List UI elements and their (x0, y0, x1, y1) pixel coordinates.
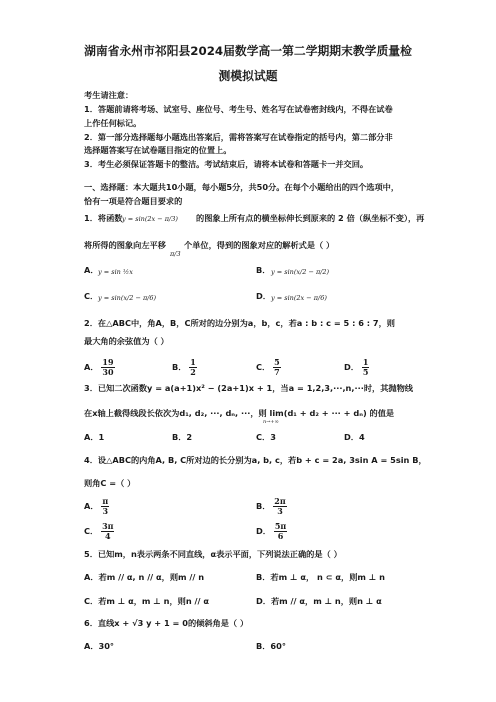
q5-option-a: A．若m // α, n // α，则m // n (84, 572, 205, 582)
q5-line1: 5．已知m，n表示两条不同直线，α表示平面，下列说法正确的是（ ） (84, 549, 342, 559)
q4-option-c-wrap: C． $\frac{3\pi}{4}$ (84, 521, 114, 541)
q2-option-c-wrap: C． $\frac{5}{7}$ (256, 357, 280, 377)
q4-option-b: $\frac{2\pi}{3}$ (274, 496, 286, 516)
q3-option-b: B．2 (172, 432, 193, 442)
section-heading-2: 恰有一项是符合题目要求的 (84, 196, 183, 206)
q1-formula: y = sin(2x − π/3) (122, 215, 178, 223)
q2-line2: 最大角的余弦值为（ ） (84, 336, 169, 346)
q3-option-a: A．1 (84, 432, 105, 442)
q1-option-a: y = sin ½x (98, 268, 133, 276)
q4-option-d: $\frac{5\pi}{6}$ (274, 521, 287, 541)
q1-prefix: 1．将函数 (84, 213, 123, 223)
q2-option-a: $\frac{19}{30}$ (102, 357, 114, 377)
q5-option-c: C．若m ⊥ α，m ⊥ n，则n // α (84, 596, 209, 606)
notice-heading: 考生请注意： (84, 90, 134, 100)
q1-option-c: y = sin(x/2 − π/6) (98, 294, 157, 302)
q4-option-d-wrap: D． $\frac{5\pi}{6}$ (256, 521, 287, 541)
q2-options: A． $\frac{19}{30}$ (84, 357, 114, 377)
notice-item-1a: 1．答题前请将考场、试室号、座位号、考生号、姓名写在试卷密封线内，不得在试卷 (84, 104, 393, 114)
q2-option-d-wrap: D． $\frac{1}{5}$ (344, 357, 369, 377)
q4-option-a: $\frac{\pi}{3}$ (102, 496, 109, 516)
q5-option-b: B．若m ⊥ α， n ⊂ α，则m ⊥ n (256, 572, 385, 582)
q1-line2: 将所得的图象向左平移 (84, 240, 166, 250)
notice-item-1b: 上作任何标记。 (84, 118, 142, 128)
page-title-line1: 湖南省永州市祁阳县2024届数学高一第二学期期末教学质量检 (84, 44, 412, 58)
q3-option-c: C．3 (256, 432, 276, 442)
q2-option-d: $\frac{1}{5}$ (362, 357, 369, 377)
q1-option-d: y = sin(2x − π/6) (271, 294, 327, 302)
q1-option-d-label: D． (256, 291, 271, 301)
section-heading-1: 一、选择题：本大题共10小题，每小题5分，共50分。在每个小题给出的四个选项中， (84, 182, 400, 192)
notice-item-2a: 2．第一部分选择题每小题选出答案后，需将答案写在试卷指定的括号内，第二部分非 (84, 132, 393, 142)
notice-item-2b: 选择题答案写在试卷题目指定的位置上。 (84, 145, 232, 155)
q1-option-b-label: B． (256, 265, 271, 275)
q2-line1: 2．在△ABC中，角A，B，C所对的边分别为a，b，c，若a : b : c = 5 : 6 : 7，则 (84, 318, 395, 328)
q6-option-b: B．60° (256, 641, 286, 651)
q4-option-b-wrap: B． $\frac{2\pi}{3}$ (256, 496, 286, 516)
q1-option-a-label: A． (84, 265, 99, 275)
q3-option-d: D．4 (344, 432, 365, 442)
q6-line1: 6．直线x + √3 y + 1 = 0的倾斜角是（ ） (84, 618, 249, 628)
q2-option-c: $\frac{5}{7}$ (274, 357, 280, 377)
q2-option-b-wrap: B． $\frac{1}{2}$ (172, 357, 196, 377)
q2-option-b: $\frac{1}{2}$ (190, 357, 196, 377)
q1-option-c-label: C． (84, 291, 99, 301)
q1-line2b: 个单位，得到的图象对应的解析式是（ ） (184, 240, 335, 250)
q1-middle: 的图象上所有点的横坐标伸长到原来的 2 倍（纵坐标不变），再 (196, 213, 425, 223)
q1-option-b: y = sin(x/2 − π/2) (271, 268, 330, 276)
q3-limit-subscript: n→+∞ (263, 419, 279, 425)
q4-option-c: $\frac{3\pi}{4}$ (102, 521, 114, 541)
q1-shift: π/3 (170, 250, 181, 258)
q6-option-a: A．30° (84, 641, 115, 651)
q4-line1: 4．设△ABC的内角A, B, C所对边的长分别为a, b, c，若b + c = 2a, 3sin A = 5sin B， (84, 455, 427, 465)
q5-option-d: D．若m // α，m ⊥ n，则n ⊥ α (256, 596, 382, 606)
q4-line2: 则角C =（ ） (84, 478, 136, 488)
q3-line1: 3．已知二次函数y = a(a+1)x² − (2a+1)x + 1，当a = 1,2,3,···,n,···时，其抛物线 (84, 383, 413, 393)
q4-option-a-wrap: A． $\frac{\pi}{3}$ (84, 496, 109, 516)
notice-item-3: 3．考生必须保证答题卡的整洁。考试结束后，请将本试卷和答题卡一并交回。 (84, 159, 369, 169)
page-title-line2: 测模拟试题 (218, 69, 278, 83)
q3-line2: 在x轴上截得线段长依次为d₁, d₂, ···, dₙ, ···，则 lim(d₁ + d₂ + ··· + dₙ) 的值是 (84, 408, 395, 418)
